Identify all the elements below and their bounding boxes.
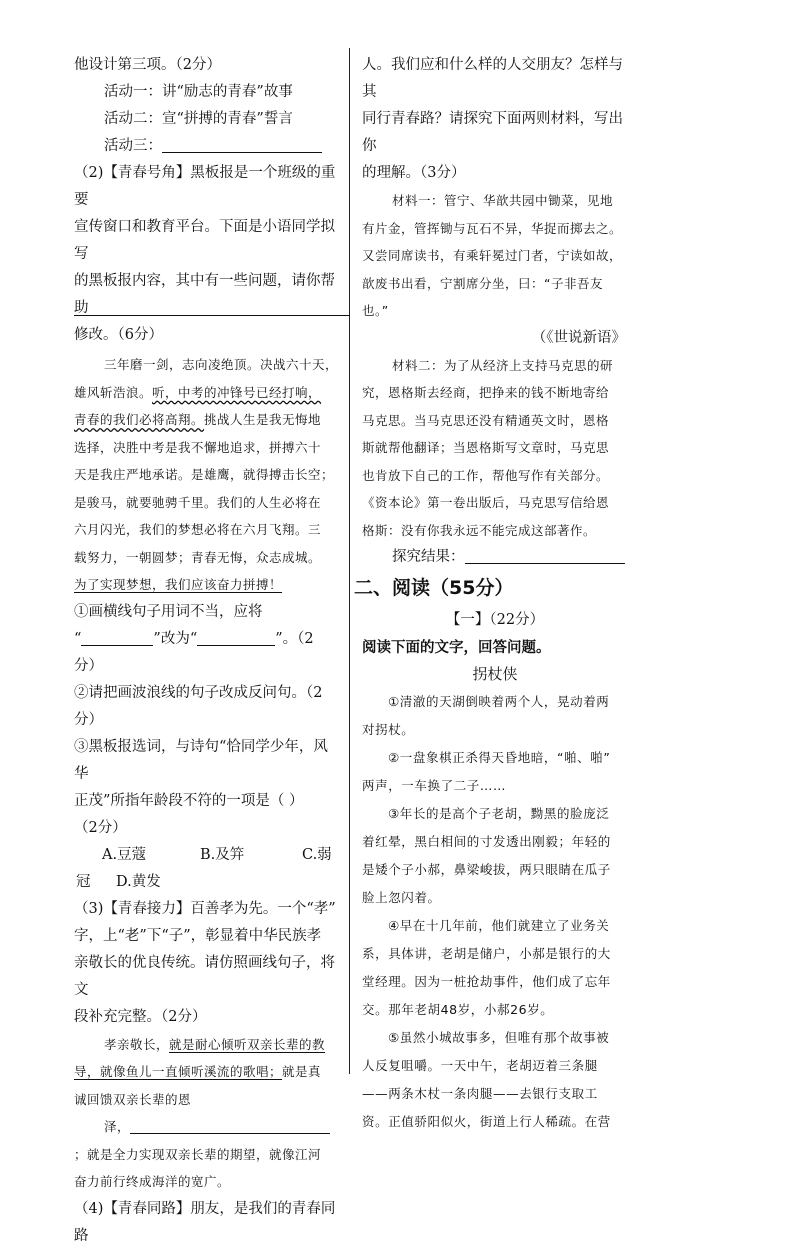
board-text: 雄风斩浩浪。听，中考的冲锋号已经打响， xyxy=(74,384,322,400)
material-2: 斯就帮他翻译；当恩格斯写文章时，马克思 xyxy=(362,440,610,455)
instruction: 阅读下面的文字，回答问题。 xyxy=(362,639,551,656)
option-d[interactable]: D.黄发 xyxy=(116,873,161,890)
sub-question-2: ②请把画波浪线的句子改成反问句。（2分） xyxy=(74,684,323,728)
text-line: 宣传窗口和教育平台。下面是小语同学拟写 xyxy=(74,219,335,262)
story-paragraph: ——两条木杖一条肉腿——去银行支取工 xyxy=(362,1086,598,1101)
answer-blank[interactable] xyxy=(162,136,322,153)
story-paragraph: 是矮个子小郝，鼻梁峻拔，两只眼睛在瓜子 xyxy=(362,862,611,877)
answer-blank[interactable] xyxy=(130,1117,330,1134)
sub-question-3: ③黑板报选词，与诗句“恰同学少年，风华 xyxy=(74,738,328,782)
material-1: 材料一：管宁、华歆共园中锄菜，见地 xyxy=(392,193,614,208)
story-paragraph: 两声，一车换了二子…… xyxy=(362,778,507,793)
material-2: 格斯：没有你我永远不能完成这部著作。 xyxy=(362,522,597,538)
material-2: 也肯放下自己的工作，帮他写作有关部分。 xyxy=(362,467,610,483)
board-text: 选择，决胜中考是我不懈地追求，拼搏六十 xyxy=(74,439,322,455)
text-line: 修改。（6分） xyxy=(74,327,163,343)
board-text: 三年磨一剑，志向凌绝顶。决战六十天， xyxy=(104,357,339,372)
fill-text: 导，就像鱼儿一直倾听溪流的歌唱；就是真 xyxy=(74,1064,322,1079)
text-line: 亲敬长的优良传统。请仿照画线句子，将文 xyxy=(74,954,335,998)
fill-text: 诚回馈双亲长辈的恩 xyxy=(74,1091,192,1107)
board-text-underlined: 为了实现梦想，我们应该奋力拼搏！ xyxy=(74,577,283,592)
board-text: 是骏马，就要驰骋千里。我们的人生必将在 xyxy=(74,494,322,510)
activity-3: 活动三： xyxy=(74,133,338,160)
material-1: 又尝同席读书，有乘轩冕过门者，宁读如故， xyxy=(362,248,623,263)
answer-blank[interactable] xyxy=(81,629,153,646)
material-2: 《资本论》第一卷出版后，马克思写信给恩 xyxy=(362,495,610,510)
material-1: 歆废书出看，宁割席分坐，曰：“子非吾友 xyxy=(362,275,603,291)
story-paragraph: 资。正值骄阳似火，街道上行人稀疏。在营 xyxy=(362,1114,611,1129)
text-line: 人。我们应和什么样的人交朋友？怎样与其 xyxy=(362,57,623,100)
text-line: 同行青春路？请探究下面两则材料，写出你 xyxy=(362,111,623,154)
story-paragraph: 着红晕，黑白相间的寸发透出刚毅；年轻的 xyxy=(362,834,611,849)
fill-text: 泽， xyxy=(74,1113,338,1141)
text-line: 的理解。（3分） xyxy=(362,165,466,181)
option-a[interactable]: A.豆蔻 xyxy=(102,846,147,863)
activity-2: 活动二：宣“拼搏的青春”誓言 xyxy=(104,111,293,127)
board-text: 青春的我们必将高翔。挑战人生是我无悔地 xyxy=(74,412,322,427)
story-paragraph: 堂经理。因为一桩抢劫事件，他们成了忘年 xyxy=(362,974,611,989)
sub-question-1: ①画横线句子用词不当，应将 xyxy=(74,603,263,620)
text-line: 字，上“老”下“子”，彰显着中华民族孝 xyxy=(74,927,322,944)
material-2: 究，恩格斯去经商，把挣来的钱不断地寄给 xyxy=(362,385,610,400)
right-column xyxy=(354,52,628,1136)
section-heading: 二、阅读（55分） xyxy=(354,577,514,599)
question-2: （2)【青春号角】黑板报是一个班级的重要 xyxy=(74,165,336,208)
fill-text: ；就是全力实现双亲长辈的期望，就像江河 xyxy=(74,1146,322,1162)
material-2: 材料二：为了从经济上支持马克思的研 xyxy=(392,357,614,373)
board-text: 六月闪光，我们的梦想必将在六月飞翔。三 xyxy=(74,522,322,537)
story-title: 拐杖侠 xyxy=(472,665,518,683)
board-text: 天是我庄严地承诺。是雄鹰，就得搏击长空； xyxy=(74,467,335,482)
material-1: 有片金，管挥锄与瓦石不异，华捉而掷去之。 xyxy=(362,220,623,236)
answer-blank[interactable] xyxy=(465,547,625,564)
result-line: 探究结果： xyxy=(362,544,628,571)
text-line: 分） xyxy=(74,657,103,674)
option-c-cont: 冠 xyxy=(76,873,91,890)
story-paragraph: 人反复咀嚼。一天中午，老胡迈着三条腿 xyxy=(362,1058,598,1073)
story-paragraph: ⑤虽然小城故事多，但唯有那个故事被 xyxy=(388,1030,610,1045)
material-1: 也。” xyxy=(362,303,389,318)
options-row xyxy=(74,842,338,869)
story-paragraph: ③年长的是高个子老胡，黝黑的脸庞泛 xyxy=(388,806,610,821)
material-1-source: （《世说新语》 xyxy=(531,329,626,346)
text-line: 的黑板报内容，其中有一些问题，请你帮助 xyxy=(74,273,335,316)
left-column xyxy=(74,52,338,1250)
story-paragraph: 脸上忽闪着。 xyxy=(362,890,441,905)
story-paragraph: 对拐杖。 xyxy=(362,722,415,737)
fill-text: 孝亲敬长，就是耐心倾听双亲长辈的教 xyxy=(104,1036,326,1052)
option-c[interactable]: C.弱 xyxy=(302,846,332,863)
text-line: （2分） xyxy=(74,819,127,836)
part-heading: 【一】（22分） xyxy=(445,612,545,628)
activity-1: 活动一：讲“励志的青春”故事 xyxy=(104,84,293,100)
question-4: （4)【青春同路】朋友，是我们的青春同路 xyxy=(74,1200,336,1244)
board-text: 载努力，一朝圆梦；青春无悔，众志成城。 xyxy=(74,549,322,565)
answer-blank[interactable] xyxy=(197,629,275,646)
material-2: 马克思。当马克思还没有精通英文时，恩格 xyxy=(362,412,610,428)
story-paragraph: 系，具体讲，老胡是储户，小郝是银行的大 xyxy=(362,946,611,961)
story-paragraph: ②一盘象棋正杀得天昏地暗，“啪、啪” xyxy=(388,750,611,765)
story-paragraph: ④早在十几年前，他们就建立了业务关 xyxy=(388,918,610,933)
options-row xyxy=(74,869,338,896)
story-paragraph: 交。那年老胡48岁，小郝26岁。 xyxy=(362,1002,554,1017)
option-b[interactable]: B.及笄 xyxy=(200,846,245,863)
column-divider xyxy=(349,48,350,1074)
sub-question-1-blanks: “ ”改为“ ”。（2 xyxy=(74,630,314,647)
text-line: 他设计第三项。（2分） xyxy=(74,57,221,73)
question-3: （3)【青春接力】百善孝为先。一个“孝” xyxy=(74,900,336,917)
text-line: 段补充完整。（2分） xyxy=(74,1008,207,1025)
fill-text: 奋力前行终成海洋的宽广。 xyxy=(74,1174,231,1189)
story-paragraph: ①清澈的天湖倒映着两个人，晃动着两 xyxy=(388,694,610,709)
text-line: 正茂”所指年龄段不符的一项是（ ） xyxy=(74,792,304,809)
